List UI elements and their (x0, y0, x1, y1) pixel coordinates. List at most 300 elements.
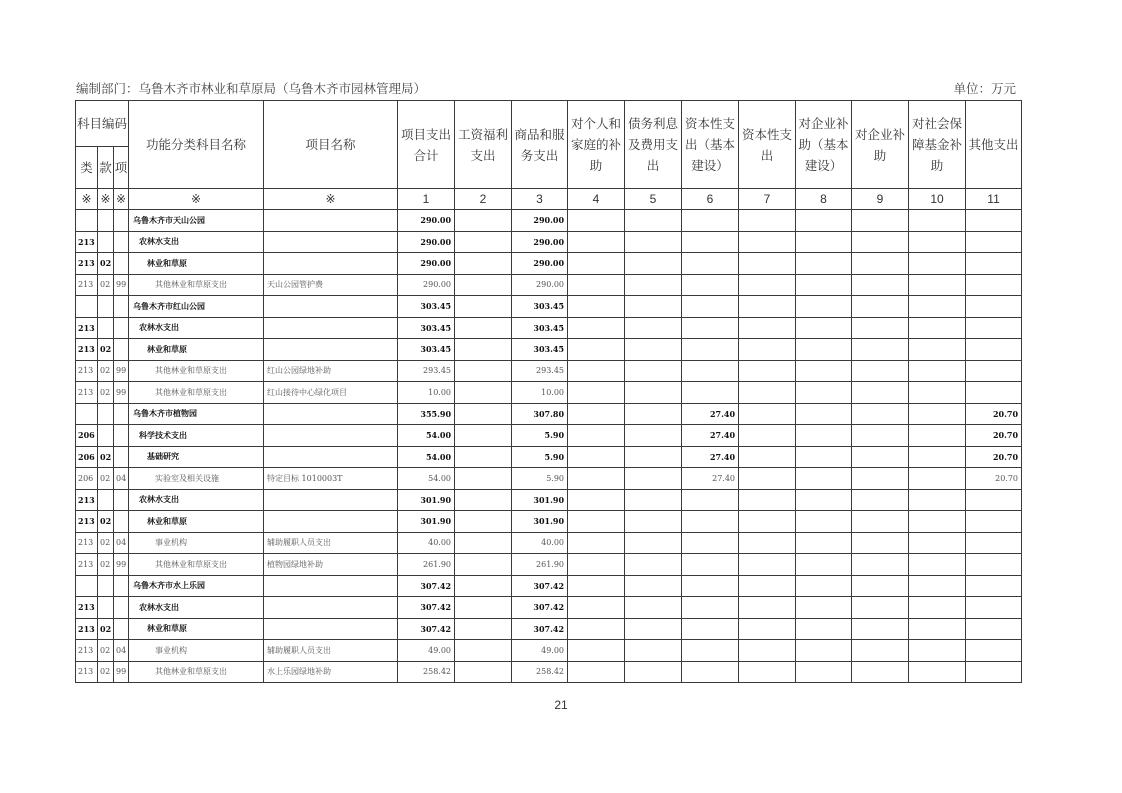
kuan-cell (98, 210, 114, 232)
table-row (76, 446, 1022, 468)
kuan-cell: 02 (98, 532, 114, 554)
col3-cell: 290.00 (512, 210, 568, 232)
function-name-cell: 农林水支出 (129, 317, 264, 339)
project-name-cell (264, 575, 398, 597)
col7-cell (739, 210, 796, 232)
col8-header: 对企业补助（基本建设） (796, 101, 852, 189)
col11-cell (966, 532, 1022, 554)
function-name-cell: 乌鲁木齐市红山公园 (129, 296, 264, 318)
col11-cell (966, 661, 1022, 683)
project-name-cell (264, 489, 398, 511)
table-row (76, 425, 1022, 447)
function-name-cell: 林业和草原 (129, 511, 264, 533)
col8-cell (796, 511, 852, 533)
col5-cell (625, 360, 682, 382)
col8-cell (796, 532, 852, 554)
col10-cell (909, 575, 966, 597)
col11-cell (966, 575, 1022, 597)
col8-cell (796, 446, 852, 468)
col2-cell (455, 468, 512, 490)
project-name-cell (264, 446, 398, 468)
lei-cell: 213 (76, 274, 98, 296)
col8-cell (796, 339, 852, 361)
col4-cell (568, 618, 625, 640)
col10-cell (909, 210, 966, 232)
col8-cell (796, 640, 852, 662)
kuan-cell: 02 (98, 360, 114, 382)
table-body (76, 210, 1022, 683)
col4-cell (568, 575, 625, 597)
col8-cell (796, 403, 852, 425)
table-row (76, 231, 1022, 253)
col3-cell: 5.90 (512, 425, 568, 447)
col8-cell (796, 618, 852, 640)
total-cell: 10.00 (398, 382, 455, 404)
total-cell: 301.90 (398, 489, 455, 511)
total-cell: 303.45 (398, 339, 455, 361)
col9-cell (852, 446, 909, 468)
col5-cell (625, 339, 682, 361)
total-cell: 54.00 (398, 425, 455, 447)
col2-cell (455, 403, 512, 425)
col10-cell (909, 317, 966, 339)
total-cell: 307.42 (398, 575, 455, 597)
col9-cell (852, 661, 909, 683)
col11-cell (966, 317, 1022, 339)
total-cell: 290.00 (398, 210, 455, 232)
kuan-cell (98, 231, 114, 253)
col7-cell (739, 296, 796, 318)
total-cell: 290.00 (398, 231, 455, 253)
col2-cell (455, 575, 512, 597)
lei-cell (76, 296, 98, 318)
col5-cell (625, 425, 682, 447)
col2-cell (455, 661, 512, 683)
project-name-cell (264, 253, 398, 275)
col7-cell (739, 661, 796, 683)
lei-cell: 213 (76, 382, 98, 404)
col9-cell (852, 532, 909, 554)
col7-cell (739, 317, 796, 339)
kuan-cell: 02 (98, 661, 114, 683)
lei-cell: 213 (76, 231, 98, 253)
marker-cell: 4 (568, 189, 625, 210)
lei-cell (76, 210, 98, 232)
col6-cell (682, 661, 739, 683)
col6-cell (682, 511, 739, 533)
table-row (76, 253, 1022, 275)
col3-cell: 5.90 (512, 446, 568, 468)
lei-cell: 213 (76, 317, 98, 339)
col11-cell (966, 554, 1022, 576)
marker-cell: 6 (682, 189, 739, 210)
col2-cell (455, 231, 512, 253)
total-cell: 355.90 (398, 403, 455, 425)
kuan-cell: 02 (98, 511, 114, 533)
col5-cell (625, 532, 682, 554)
table-row (76, 554, 1022, 576)
table-row (76, 403, 1022, 425)
project-name-cell (264, 511, 398, 533)
col4-cell (568, 210, 625, 232)
col3-cell: 303.45 (512, 317, 568, 339)
col10-cell (909, 274, 966, 296)
lei-cell: 213 (76, 339, 98, 361)
col2-cell (455, 446, 512, 468)
function-name-cell: 林业和草原 (129, 339, 264, 361)
col7-cell (739, 640, 796, 662)
xiang-cell (114, 253, 129, 275)
col6-cell: 27.40 (682, 468, 739, 490)
lei-cell: 213 (76, 511, 98, 533)
col9-cell (852, 575, 909, 597)
col8-cell (796, 468, 852, 490)
col6-cell: 27.40 (682, 403, 739, 425)
col3-cell: 10.00 (512, 382, 568, 404)
function-name-cell: 其他林业和草原支出 (129, 382, 264, 404)
lei-cell: 206 (76, 425, 98, 447)
col5-cell (625, 296, 682, 318)
col7-cell (739, 360, 796, 382)
kuan-cell: 02 (98, 446, 114, 468)
project-name-cell: 红山公园绿地补助 (264, 360, 398, 382)
function-name-cell: 其他林业和草原支出 (129, 274, 264, 296)
col5-cell (625, 640, 682, 662)
kuan-cell: 02 (98, 339, 114, 361)
lei-cell: 213 (76, 597, 98, 619)
col6-cell (682, 382, 739, 404)
col7-cell (739, 468, 796, 490)
lei-cell: 213 (76, 253, 98, 275)
col6-cell (682, 296, 739, 318)
marker-cell: 10 (909, 189, 966, 210)
col5-cell (625, 661, 682, 683)
lei-cell: 213 (76, 618, 98, 640)
function-name-cell: 科学技术支出 (129, 425, 264, 447)
table-row (76, 339, 1022, 361)
table-row (76, 489, 1022, 511)
col9-cell (852, 468, 909, 490)
kuan-cell: 02 (98, 253, 114, 275)
col3-cell: 5.90 (512, 468, 568, 490)
col6-cell (682, 360, 739, 382)
col10-cell (909, 489, 966, 511)
col2-cell (455, 210, 512, 232)
col6-cell (682, 489, 739, 511)
col6-cell (682, 554, 739, 576)
marker-cell: 9 (852, 189, 909, 210)
col4-cell (568, 317, 625, 339)
col9-cell (852, 554, 909, 576)
xiang-cell (114, 575, 129, 597)
project-name-cell: 辅助履职人员支出 (264, 640, 398, 662)
col9-cell (852, 317, 909, 339)
col7-cell (739, 339, 796, 361)
col10-cell (909, 425, 966, 447)
col3-cell: 290.00 (512, 274, 568, 296)
col4-header: 对个人和家庭的补助 (568, 101, 625, 189)
col5-cell (625, 403, 682, 425)
lei-cell: 206 (76, 468, 98, 490)
project-name-cell (264, 317, 398, 339)
col2-cell (455, 339, 512, 361)
function-name-cell: 其他林业和草原支出 (129, 554, 264, 576)
project-name-cell (264, 425, 398, 447)
xiang-cell (114, 618, 129, 640)
lei-cell: 213 (76, 489, 98, 511)
col5-cell (625, 231, 682, 253)
page-number: 21 (554, 698, 568, 712)
table-row (76, 317, 1022, 339)
project-name-cell: 辅助履职人员支出 (264, 532, 398, 554)
marker-cell: ※ (114, 189, 129, 210)
col5-cell (625, 210, 682, 232)
col4-cell (568, 274, 625, 296)
total-cell: 307.42 (398, 597, 455, 619)
col4-cell (568, 296, 625, 318)
col9-cell (852, 640, 909, 662)
marker-cell: 11 (966, 189, 1022, 210)
col8-cell (796, 317, 852, 339)
xiang-cell: 99 (114, 274, 129, 296)
lei-cell: 213 (76, 661, 98, 683)
col11-cell: 20.70 (966, 425, 1022, 447)
total-cell: 49.00 (398, 640, 455, 662)
col11-cell (966, 489, 1022, 511)
col10-cell (909, 661, 966, 683)
col6-cell (682, 532, 739, 554)
col5-cell (625, 274, 682, 296)
project-name-cell: 水上乐园绿地补助 (264, 661, 398, 683)
xiang-cell (114, 489, 129, 511)
col11-cell (966, 210, 1022, 232)
col10-cell (909, 618, 966, 640)
kuan-cell (98, 296, 114, 318)
col3-cell: 307.42 (512, 575, 568, 597)
col4-cell (568, 382, 625, 404)
total-cell: 54.00 (398, 468, 455, 490)
col10-cell (909, 532, 966, 554)
col1-header: 项目支出合计 (398, 101, 455, 189)
col10-cell (909, 382, 966, 404)
col11-cell (966, 382, 1022, 404)
col6-cell (682, 253, 739, 275)
lei-cell (76, 403, 98, 425)
col11-cell: 20.70 (966, 468, 1022, 490)
col5-cell (625, 511, 682, 533)
col4-cell (568, 446, 625, 468)
marker-cell: ※ (129, 189, 264, 210)
col2-cell (455, 554, 512, 576)
col9-cell (852, 339, 909, 361)
xiang-header: 项 (114, 147, 129, 189)
table-row (76, 296, 1022, 318)
col10-cell (909, 468, 966, 490)
marker-cell: 8 (796, 189, 852, 210)
kuan-cell (98, 403, 114, 425)
lei-cell: 213 (76, 640, 98, 662)
col3-cell: 293.45 (512, 360, 568, 382)
col8-cell (796, 210, 852, 232)
col11-cell (966, 339, 1022, 361)
marker-cell: 3 (512, 189, 568, 210)
total-cell: 261.90 (398, 554, 455, 576)
col3-cell: 303.45 (512, 296, 568, 318)
kuan-cell (98, 489, 114, 511)
function-name-cell: 基础研究 (129, 446, 264, 468)
col9-cell (852, 231, 909, 253)
function-name-cell: 乌鲁木齐市天山公园 (129, 210, 264, 232)
xiang-cell (114, 597, 129, 619)
col9-cell (852, 360, 909, 382)
marker-cell: ※ (98, 189, 114, 210)
col10-cell (909, 296, 966, 318)
col7-cell (739, 231, 796, 253)
expenditure-table (75, 100, 1022, 683)
xiang-cell (114, 425, 129, 447)
col7-cell (739, 425, 796, 447)
table-row (76, 274, 1022, 296)
col8-cell (796, 597, 852, 619)
kuan-cell: 02 (98, 554, 114, 576)
col5-cell (625, 575, 682, 597)
marker-cell: 2 (455, 189, 512, 210)
col10-cell (909, 511, 966, 533)
col4-cell (568, 339, 625, 361)
project-name-cell (264, 210, 398, 232)
project-name-cell: 特定目标 1010003T (264, 468, 398, 490)
col4-cell (568, 661, 625, 683)
col2-cell (455, 618, 512, 640)
col2-header: 工资福利支出 (455, 101, 512, 189)
col9-cell (852, 274, 909, 296)
col7-cell (739, 597, 796, 619)
col5-cell (625, 382, 682, 404)
col2-cell (455, 360, 512, 382)
lei-cell: 213 (76, 554, 98, 576)
project-name-cell: 天山公园管护费 (264, 274, 398, 296)
col11-cell (966, 618, 1022, 640)
kuan-cell (98, 575, 114, 597)
xiang-cell: 99 (114, 554, 129, 576)
col2-cell (455, 317, 512, 339)
col8-cell (796, 575, 852, 597)
kuan-cell: 02 (98, 382, 114, 404)
project-name-cell (264, 618, 398, 640)
table-row (76, 382, 1022, 404)
table-row (76, 360, 1022, 382)
col2-cell (455, 597, 512, 619)
table-row (76, 468, 1022, 490)
project-name-cell: 植物园绿地补助 (264, 554, 398, 576)
col11-cell (966, 274, 1022, 296)
xiang-cell (114, 446, 129, 468)
table-row (76, 597, 1022, 619)
col6-cell (682, 597, 739, 619)
table-row (76, 532, 1022, 554)
col6-cell (682, 274, 739, 296)
col3-cell: 258.42 (512, 661, 568, 683)
total-cell: 258.42 (398, 661, 455, 683)
col10-cell (909, 554, 966, 576)
col4-cell (568, 231, 625, 253)
kuan-cell (98, 425, 114, 447)
col5-cell (625, 253, 682, 275)
function-name-header: 功能分类科目名称 (129, 101, 264, 189)
col3-cell: 290.00 (512, 253, 568, 275)
col6-cell: 27.40 (682, 446, 739, 468)
col10-cell (909, 597, 966, 619)
col3-cell: 40.00 (512, 532, 568, 554)
col3-cell: 307.42 (512, 618, 568, 640)
col11-cell (966, 231, 1022, 253)
col8-cell (796, 382, 852, 404)
col10-header: 对社会保障基金补助 (909, 101, 966, 189)
function-name-cell: 乌鲁木齐市植物园 (129, 403, 264, 425)
table-row (76, 640, 1022, 662)
col11-cell (966, 511, 1022, 533)
xiang-cell: 04 (114, 468, 129, 490)
col7-cell (739, 382, 796, 404)
col5-cell (625, 554, 682, 576)
lei-cell: 213 (76, 360, 98, 382)
col11-cell (966, 253, 1022, 275)
marker-cell: 7 (739, 189, 796, 210)
col7-cell (739, 511, 796, 533)
col4-cell (568, 253, 625, 275)
kuan-cell: 02 (98, 274, 114, 296)
col10-cell (909, 403, 966, 425)
xiang-cell (114, 231, 129, 253)
col4-cell (568, 640, 625, 662)
col7-header: 资本性支出 (739, 101, 796, 189)
total-cell: 303.45 (398, 296, 455, 318)
function-name-cell: 其他林业和草原支出 (129, 360, 264, 382)
col4-cell (568, 554, 625, 576)
col4-cell (568, 360, 625, 382)
xiang-cell: 99 (114, 661, 129, 683)
col5-cell (625, 618, 682, 640)
col3-cell: 307.42 (512, 597, 568, 619)
department-label: 编制部门：乌鲁木齐市林业和草原局（乌鲁木齐市园林管理局） (76, 81, 427, 96)
table-row (76, 618, 1022, 640)
col2-cell (455, 382, 512, 404)
col6-cell (682, 210, 739, 232)
col4-cell (568, 532, 625, 554)
total-cell: 40.00 (398, 532, 455, 554)
col8-cell (796, 231, 852, 253)
col9-header: 对企业补助 (852, 101, 909, 189)
col5-cell (625, 489, 682, 511)
project-name-cell (264, 296, 398, 318)
col10-cell (909, 231, 966, 253)
total-cell: 307.42 (398, 618, 455, 640)
lei-cell: 213 (76, 532, 98, 554)
total-cell: 290.00 (398, 274, 455, 296)
project-name-cell (264, 403, 398, 425)
col11-header: 其他支出 (966, 101, 1022, 189)
xiang-cell (114, 339, 129, 361)
marker-cell: ※ (76, 189, 98, 210)
lei-header: 类 (76, 147, 98, 189)
col9-cell (852, 253, 909, 275)
col6-cell (682, 640, 739, 662)
col11-cell: 20.70 (966, 446, 1022, 468)
col4-cell (568, 489, 625, 511)
xiang-cell (114, 403, 129, 425)
col7-cell (739, 489, 796, 511)
col9-cell (852, 511, 909, 533)
